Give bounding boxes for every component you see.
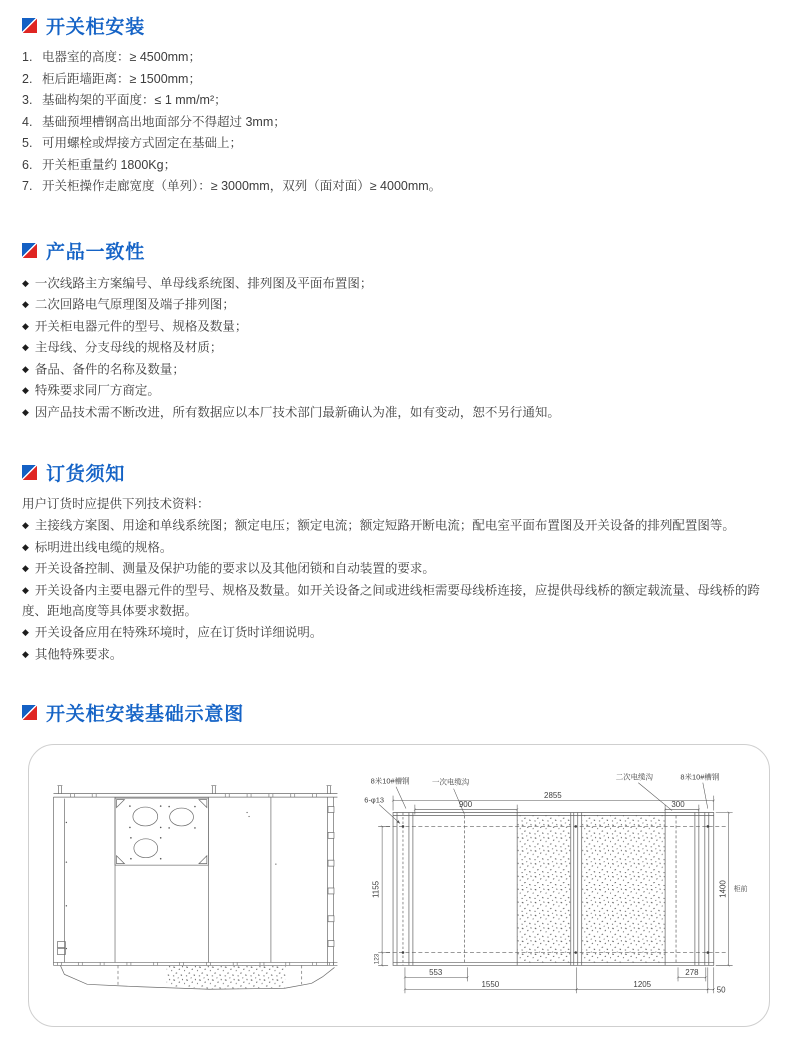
- ordering-intro: 用户订货时应提供下列技术资料：: [22, 497, 210, 511]
- diamond-bullet-icon: ◆: [22, 342, 29, 352]
- list-item: [22, 133, 764, 155]
- cabinet-verticals: [53, 797, 333, 965]
- dim-1205: 1205: [633, 979, 652, 989]
- dim-overall-width: 2855: [544, 791, 562, 801]
- cable-hole: [133, 807, 158, 826]
- label-secondary-cable-trench: 二次电缆沟: [615, 772, 653, 782]
- list-item: [22, 316, 762, 338]
- concrete-strip1: [518, 815, 571, 962]
- diamond-bullet-icon: ◆: [22, 363, 29, 374]
- diamond-bullet-icon: ◆: [22, 541, 29, 552]
- item-text: 备品、备件的名称及数量；: [34, 362, 185, 376]
- item-text: 基础预埋槽钢高出地面部分不得超过 3mm；: [42, 114, 286, 129]
- item-text: 电器室的高度：≥ 4500mm；: [42, 50, 201, 64]
- bullet-list: [22, 273, 762, 424]
- bolt-dots: [66, 805, 277, 949]
- section-installation: [22, 14, 775, 198]
- item-text: 二次回路电气原理图及端子排列图；: [34, 297, 235, 312]
- item-number: 2.: [22, 71, 33, 86]
- dim-primary-trench-width: 900: [458, 800, 473, 810]
- channel-steel-right: [695, 813, 709, 966]
- diamond-bullet-icon: ◆: [22, 277, 29, 288]
- diamond-bullet-icon: ◆: [22, 385, 29, 395]
- section-marker-icon: [22, 465, 37, 480]
- diamond-bullet-icon: ◆: [22, 627, 29, 637]
- item-text: 开关设备内主要电器元件的型号、规格及数量。如开关设备之间或进线柜需要母线桥连接，应提供母线桥的额定载流量、母线桥的跨度、距地高度等具体要求数据。: [22, 583, 760, 618]
- item-text: 其他特殊要求。: [34, 647, 123, 661]
- list-item: [22, 176, 764, 198]
- list-item: [22, 69, 764, 91]
- label-cabinet-front: 柜前: [733, 885, 748, 893]
- section-title: 开关柜安装: [46, 16, 146, 38]
- label-primary-cable-trench: 一次电缆沟: [432, 777, 470, 787]
- item-text: 柜后距墙距离：≥ 1500mm；: [42, 71, 201, 86]
- list-item: [22, 402, 762, 424]
- concrete-strip2: [582, 815, 664, 962]
- dim-depth: 1400: [718, 880, 728, 898]
- section-consistency: [22, 240, 775, 424]
- dim-50: 50: [716, 985, 726, 995]
- item-number: 1.: [22, 50, 33, 64]
- list-item: [22, 558, 762, 580]
- list-item: [22, 273, 762, 295]
- list-item: [22, 380, 762, 402]
- dim-secondary-trench-width: 300: [671, 800, 685, 810]
- label-channel-steel-left: 8米10#槽钢: [370, 776, 410, 786]
- diamond-bullet-icon: ◆: [22, 320, 29, 331]
- diamond-bullet-icon: ◆: [22, 406, 29, 417]
- list-item: [22, 515, 762, 537]
- list-item: [22, 644, 762, 666]
- figure-box: [28, 744, 770, 1027]
- item-number: 6.: [22, 157, 33, 172]
- diamond-bullet-icon: ◆: [22, 648, 29, 659]
- item-text: 特殊要求同厂方商定。: [34, 383, 160, 398]
- item-text: 基础构架的平面度：≤ 1 mm/m²；: [42, 93, 227, 107]
- section-title: 产品一致性: [46, 242, 146, 263]
- bullet-list: [22, 515, 762, 665]
- item-number: 3.: [22, 93, 33, 107]
- rail-ticks: [70, 794, 316, 797]
- list-item: [22, 47, 764, 69]
- cable-hole: [134, 839, 158, 858]
- diamond-bullet-icon: ◆: [22, 584, 29, 595]
- dim-553: 553: [429, 967, 443, 977]
- dim-left-edge: 123: [373, 953, 381, 965]
- base-ticks: [57, 962, 333, 965]
- list-item: [22, 90, 764, 112]
- list-item: [22, 359, 762, 381]
- section-header: [22, 240, 775, 262]
- numbered-list: [22, 47, 764, 198]
- list-item: [22, 622, 762, 644]
- section-marker-icon: [22, 243, 37, 258]
- cable-hole: [170, 808, 194, 826]
- list-item: [22, 580, 762, 623]
- concrete-speckle: [167, 965, 286, 988]
- item-text: 因产品技术需不断改进，所有数据应以本厂技术部门最新确认为准，如有变动，恕不另行通知。: [34, 405, 560, 419]
- cabinet-view: [53, 786, 337, 990]
- foundation-diagram-svg: [29, 745, 769, 1026]
- section-header: [22, 701, 775, 723]
- section-header: [22, 14, 775, 36]
- section-title: 订货须知: [46, 463, 126, 485]
- dim-278: 278: [685, 967, 699, 977]
- section-diagram: [22, 701, 775, 1027]
- label-channel-steel-right: 8米10#槽钢: [680, 772, 720, 782]
- foundation-plan: [386, 813, 726, 966]
- diamond-bullet-icon: ◆: [22, 563, 29, 573]
- section-ordering: [22, 461, 775, 665]
- section-marker-icon: [22, 18, 37, 33]
- hinge-blocks: [328, 807, 334, 947]
- item-text: 开关设备应用在特殊环境时，应在订货时详细说明。: [34, 625, 323, 640]
- panel-corner-marks: [117, 800, 207, 864]
- item-number: 7.: [22, 179, 33, 193]
- item-text: 开关柜重量约 1800Kg；: [42, 157, 177, 172]
- item-text: 标明进出线电缆的规格。: [34, 540, 173, 554]
- item-number: 5.: [22, 136, 33, 150]
- label-anchor-holes: 6-φ13: [364, 795, 385, 805]
- channel-steel-left: [397, 813, 413, 966]
- list-item: [22, 155, 764, 177]
- item-text: 主母线、分支母线的规格及材质；: [34, 340, 223, 355]
- base-rails: [53, 962, 337, 965]
- lifting-lugs: [57, 786, 331, 794]
- section-header: [22, 461, 775, 483]
- item-number: 4.: [22, 114, 33, 129]
- list-item: [22, 337, 762, 359]
- list-item: [22, 537, 762, 559]
- section-title: 开关柜安装基础示意图: [46, 703, 245, 725]
- item-text: 可用螺栓或焊接方式固定在基础上；: [42, 136, 243, 150]
- item-text: 一次线路主方案编号、单母线系统图、排列图及平面布置图；: [34, 276, 373, 290]
- mid-double-line: [574, 813, 578, 966]
- dim-1550: 1550: [481, 979, 500, 989]
- diamond-bullet-icon: ◆: [22, 299, 29, 309]
- item-text: 开关柜电器元件的型号、规格及数量；: [34, 319, 248, 333]
- item-text: 开关柜操作走廊宽度（单列）：≥ 3000mm，双列（面对面）≥ 4000mm。: [42, 179, 442, 193]
- list-item: [22, 294, 762, 316]
- diamond-bullet-icon: ◆: [22, 520, 29, 530]
- item-text: 开关设备控制、测量及保护功能的要求以及其他闭锁和自动装置的要求。: [34, 561, 435, 576]
- vent-panel: [115, 798, 208, 865]
- section-marker-icon: [22, 705, 37, 720]
- item-text: 主接线方案图、用途和单线系统图；额定电压；额定电流；额定短路开断电流；配电室平面布置图及开关设备的排列配置图等。: [34, 518, 735, 533]
- list-item: [22, 112, 764, 134]
- dim-left-span: 1155: [371, 880, 381, 899]
